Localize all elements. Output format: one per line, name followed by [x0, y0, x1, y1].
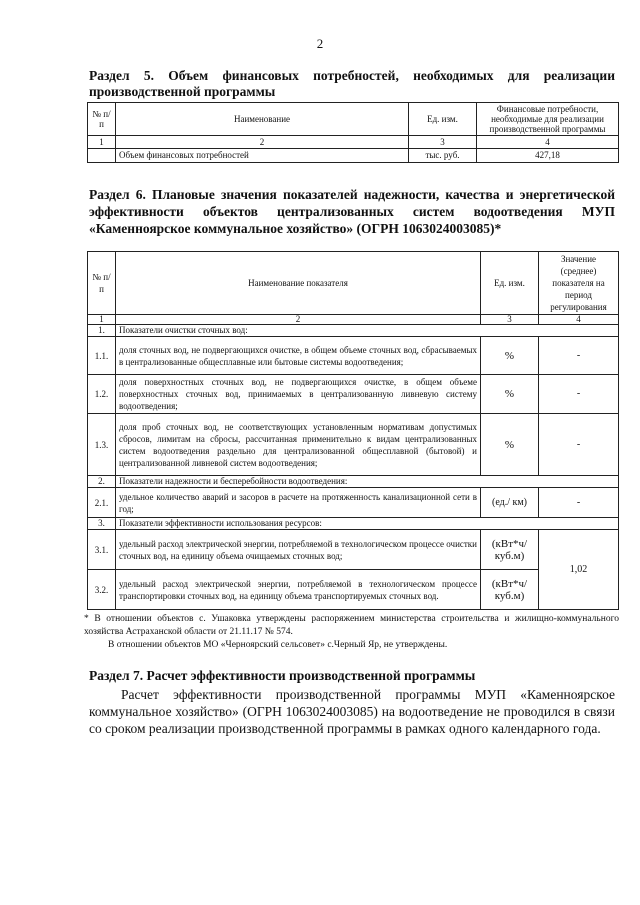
- row-num: 1.1.: [88, 337, 116, 375]
- table-header-row: [88, 252, 619, 315]
- col-number: 3: [409, 136, 477, 149]
- row-name: доля сточных вод, не подвергающихся очистке, в общем объеме сточных вод, сбрасываемых в централизованные общесплавные или бытовые системы водоотведения;: [116, 337, 481, 375]
- row-value: -: [539, 488, 619, 518]
- table-row: [88, 414, 619, 476]
- group-title: Показатели очистки сточных вод:: [116, 325, 619, 337]
- section5-title-line1: Раздел 5. Объем финансовых потребностей, необходимых для реализации: [89, 68, 615, 83]
- group-row: [88, 518, 619, 530]
- column-number-row: [88, 136, 619, 149]
- row-unit: (кВт*ч/ куб.м): [481, 530, 539, 570]
- row-unit: %: [481, 375, 539, 414]
- row-unit: (кВт*ч/ куб.м): [481, 570, 539, 610]
- group-title: Показатели надежности и бесперебойности водоотведения:: [116, 476, 619, 488]
- group-row: [88, 476, 619, 488]
- col-number: 1: [88, 136, 116, 149]
- col-number: 3: [481, 315, 539, 325]
- row-unit: тыс. руб.: [409, 149, 477, 163]
- col-number: 1: [88, 315, 116, 325]
- row-num: 1.3.: [88, 414, 116, 476]
- header-unit: Ед. изм.: [481, 252, 539, 315]
- row-name: удельный расход электрической энергии, потребляемой в технологическом процессе транспортировки сточных вод, на единицу объема транспортируемых сточных вод.: [116, 570, 481, 610]
- col-number: 4: [477, 136, 619, 149]
- col-number: 4: [539, 315, 619, 325]
- group-num: 3.: [88, 518, 116, 530]
- row-unit: %: [481, 414, 539, 476]
- header-name: Наименование: [116, 103, 409, 136]
- indicators-table: [87, 251, 619, 610]
- header-value: Финансовые потребности, необходимые для реализации производственной программы: [477, 103, 619, 136]
- row-name: удельный расход электрической энергии, потребляемой в технологическом процессе очистки сточных вод, на единицу объема очищаемых сточных вод;: [116, 530, 481, 570]
- row-num: 1.2.: [88, 375, 116, 414]
- group-row: [88, 325, 619, 337]
- section5-title-line2: производственной программы: [89, 84, 276, 99]
- col-number: 2: [116, 315, 481, 325]
- header-num: № п/п: [88, 103, 116, 136]
- header-num: № п/п: [88, 252, 116, 315]
- group-num: 2.: [88, 476, 116, 488]
- section7-title: Раздел 7. Расчет эффективности производственной программы: [89, 668, 476, 683]
- table-header-row: [88, 103, 619, 136]
- table-row: [88, 375, 619, 414]
- row-value: 427,18: [477, 149, 619, 163]
- row-num: [88, 149, 116, 163]
- row-name: доля проб сточных вод, не соответствующих установленным нормативам допустимых сбросов, лимитам на сбросы, рассчитанная применительно к видам централизованных систем водоотведения раздельно для централизованной общесплавной (бытовой) и централизованной ливневой систем водоотведения;: [116, 414, 481, 476]
- table-row: [88, 337, 619, 375]
- row-unit: (ед./ км): [481, 488, 539, 518]
- column-number-row: [88, 315, 619, 325]
- merged-value: 1,02: [539, 530, 619, 610]
- header-unit: Ед. изм.: [409, 103, 477, 136]
- table-row: [88, 530, 619, 570]
- footnote-chernoyarsky: В отношении объектов МО «Черноярский сельсовет» с.Черный Яр, не утверждены.: [108, 640, 448, 650]
- section7-paragraph: Расчет эффективности производственной программы МУП «Каменноярское коммунальное хозяйство» (ОГРН 1063024003085) на водоотведение не проводился в связи со сроком реализации производственной программы в рамках одного календарного года.: [89, 687, 615, 736]
- table-row: [88, 488, 619, 518]
- row-num: 3.1.: [88, 530, 116, 570]
- header-name: Наименование показателя: [116, 252, 481, 315]
- col-number: 2: [116, 136, 409, 149]
- row-value: -: [539, 337, 619, 375]
- row-num: 2.1.: [88, 488, 116, 518]
- row-name: удельное количество аварий и засоров в расчете на протяженность канализационной сети в год;: [116, 488, 481, 518]
- row-value: -: [539, 414, 619, 476]
- section6-title: Раздел 6. Плановые значения показателей надежности, качества и энергетической эффективности объектов централизованных систем водоотведения МУП «Каменноярское коммунальное хозяйство» (ОГРН 1063024003085)*: [89, 187, 615, 236]
- page-number: 2: [316, 36, 324, 51]
- row-name: Объем финансовых потребностей: [116, 149, 409, 163]
- group-title: Показатели эффективности использования ресурсов:: [116, 518, 619, 530]
- financial-needs-table: [87, 102, 619, 163]
- row-value: -: [539, 375, 619, 414]
- header-value: Значение (среднее) показателя на период регулирования: [539, 252, 619, 315]
- group-num: 1.: [88, 325, 116, 337]
- table-row: [88, 149, 619, 163]
- footnote-ushakovka: * В отношении объектов с. Ушаковка утверждены распоряжением министерства строительства и жилищно-коммунального хозяйства Астраханской области от 21.11.17 № 574.: [84, 614, 619, 637]
- row-name: доля поверхностных сточных вод, не подвергающихся очистке, в общем объеме поверхностных сточных вод, принимаемых в централизованную ливневую систему водоотведения;: [116, 375, 481, 414]
- row-num: 3.2.: [88, 570, 116, 610]
- row-unit: %: [481, 337, 539, 375]
